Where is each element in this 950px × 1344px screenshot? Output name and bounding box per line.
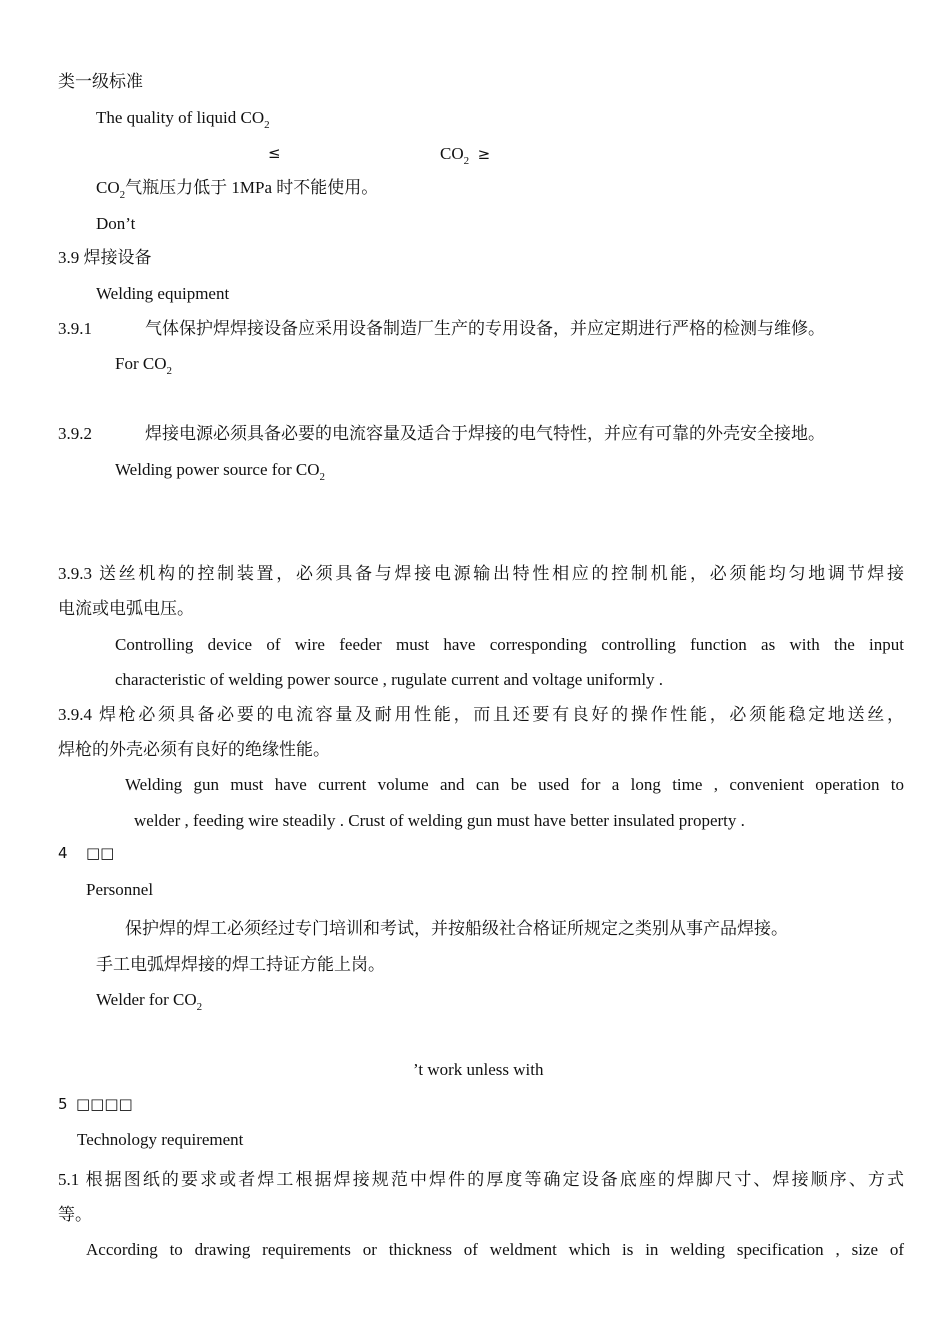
section-3-9-heading: 3.9 焊接设备: [58, 248, 152, 267]
section-4-title: □□: [86, 844, 115, 862]
clause-3-9-3-continuation: 电流或电弧电压。: [58, 599, 194, 618]
standard-grade-line: 类一级标准: [58, 72, 143, 91]
co2-text: CO: [440, 144, 464, 163]
welder-training-text: 保护焊的焊工必须经过专门培训和考试，并按船级社合格证所规定之类别从事产品焊接。: [125, 919, 788, 938]
clause-3-9-4-text: 3.9.4 焊枪必须具备必要的电流容量及耐用性能，而且还要有良好的操作性能，必须能稳定地送丝，: [58, 705, 904, 724]
greater-equal-symbol: ≥: [477, 145, 491, 163]
co2-quality-line: [96, 107, 270, 129]
subscript-2: 2: [196, 1001, 203, 1013]
welder-for-co2-text: Welder for CO: [96, 990, 197, 1009]
personnel-heading: Personnel: [86, 880, 154, 899]
drawing-requirements-english: According to drawing requirements or thickness of weldment which is in welding specification , size of: [86, 1240, 904, 1259]
section-5-title: □□□□: [76, 1095, 133, 1113]
clause-5-1-text: 5.1 根据图纸的要求或者焊工根据焊接规范中焊件的厚度等确定设备底座的焊脚尺寸、焊接顺序、方式: [58, 1170, 904, 1189]
technology-requirement-heading: Technology requirement: [77, 1130, 244, 1149]
section-4-number: 4: [58, 844, 68, 862]
co2-text: CO: [96, 178, 120, 197]
welder-for-co2-line: [96, 989, 202, 1011]
power-source-text: Welding power source for CO: [115, 460, 320, 479]
for-co2-text: For CO: [115, 354, 167, 373]
subscript-2: 2: [119, 189, 126, 201]
subscript-2: 2: [166, 365, 172, 377]
for-co2-line: [115, 353, 172, 375]
section-5-number: 5: [58, 1095, 68, 1113]
work-unless-with-text: ’t work unless with: [413, 1060, 544, 1079]
subscript-2: 2: [463, 155, 470, 167]
less-equal-symbol: ≤: [268, 144, 281, 162]
cylinder-pressure-line: [96, 177, 378, 199]
clause-3-9-3-text: 3.9.3 送丝机构的控制装置，必须具备与焊接电源输出特性相应的控制机能，必须能均匀地调节焊接: [58, 564, 904, 583]
subscript-2: 2: [319, 471, 325, 483]
cylinder-pressure-text: 气瓶压力低于 1MPa 时不能使用。: [125, 178, 379, 197]
clause-3-9-4-continuation: 焊枪的外壳必须有良好的绝缘性能。: [58, 740, 330, 759]
power-source-line: [115, 459, 325, 481]
clause-3-9-1-text: 气体保护焊焊接设备应采用设备制造厂生产的专用设备，并应定期进行严格的检测与维修。: [145, 319, 825, 338]
welding-gun-english-2: welder , feeding wire steadily . Crust of welding gun must have better insulated property .: [134, 811, 745, 830]
welding-gun-english-1: Welding gun must have current volume and can be used for a long time , convenient operation to: [125, 775, 904, 794]
clause-3-9-1-number: 3.9.1: [58, 319, 92, 338]
wire-feeder-english-2: characteristic of welding power source , rugulate current and voltage uniformly .: [115, 670, 664, 689]
subscript-2: 2: [264, 119, 270, 131]
co2-quality-text: The quality of liquid CO: [96, 108, 265, 127]
welding-equipment-heading: Welding equipment: [96, 284, 230, 303]
clause-5-1-continuation: 等。: [58, 1205, 92, 1224]
clause-3-9-2-number: 3.9.2: [58, 424, 92, 443]
clause-3-9-2-text: 焊接电源必须具备必要的电流容量及适合于焊接的电气特性，并应有可靠的外壳安全接地。: [145, 424, 825, 443]
manual-arc-welder-text: 手工电弧焊焊接的焊工持证方能上岗。: [96, 955, 385, 974]
wire-feeder-english-1: Controlling device of wire feeder must have corresponding controlling function as with the input: [115, 635, 904, 654]
co2-ge-line: [440, 143, 490, 165]
dont-line: Don’t: [96, 214, 136, 233]
